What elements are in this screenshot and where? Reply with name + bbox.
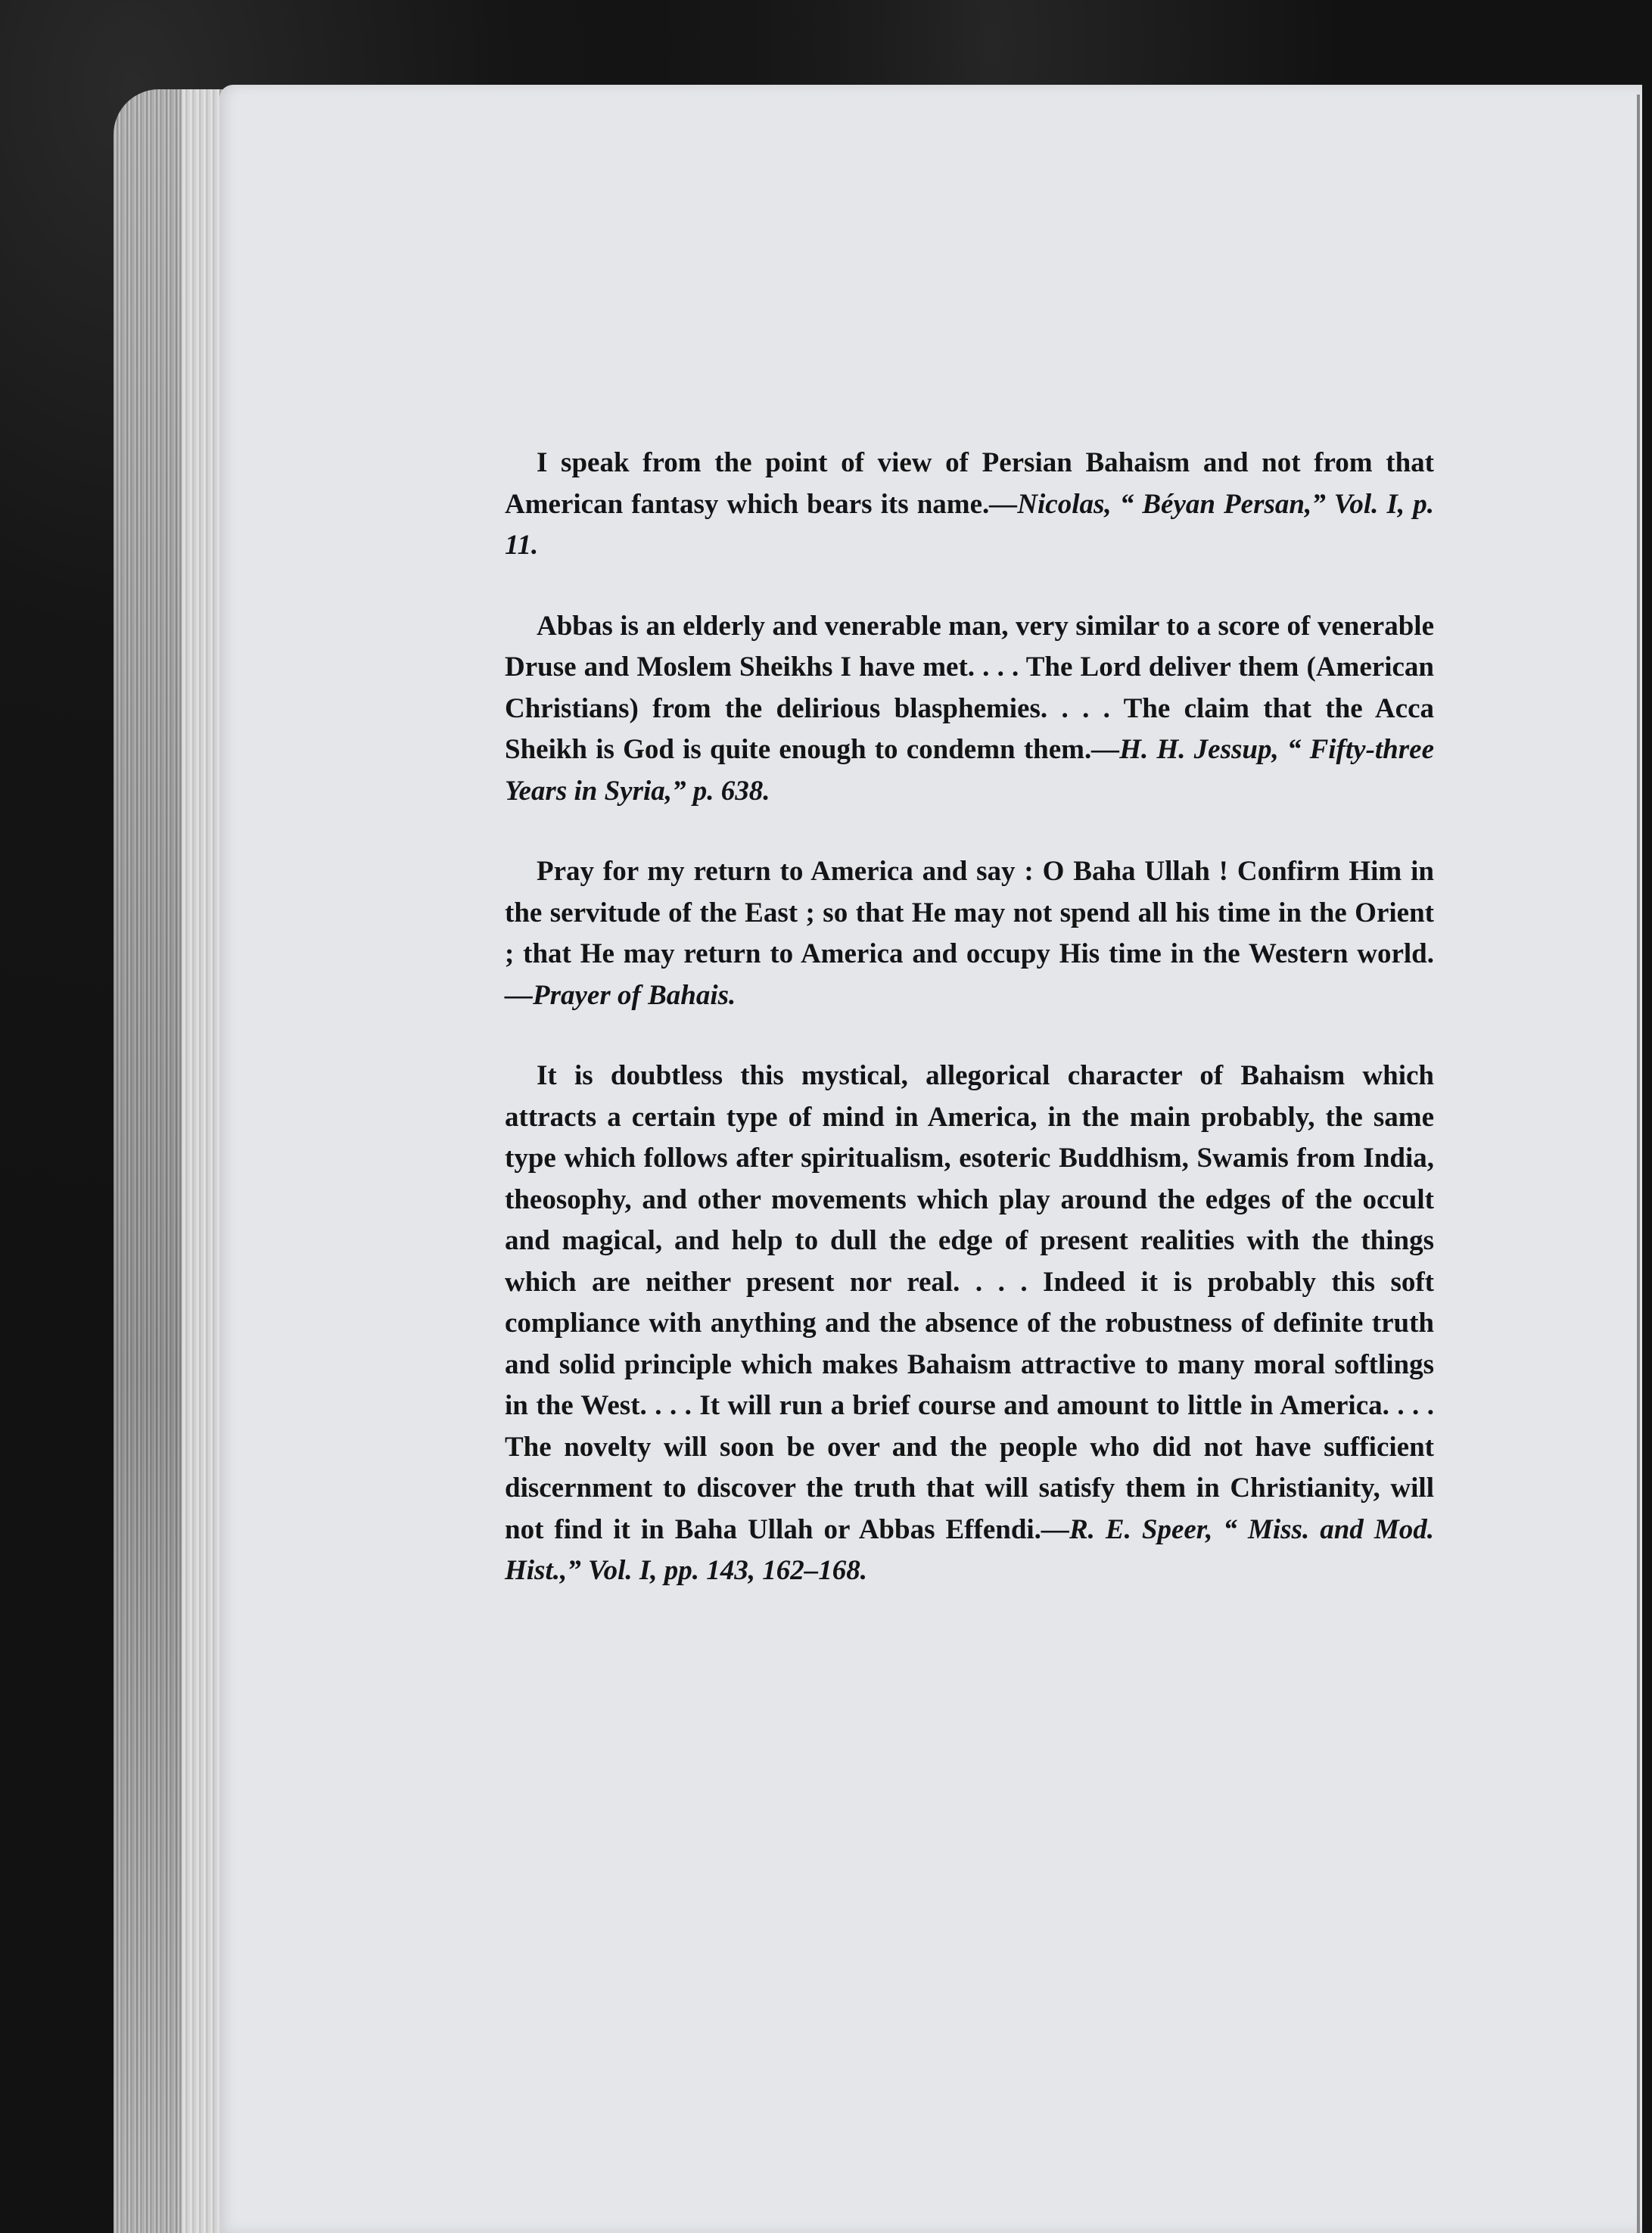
quotation-text: Abbas is an elderly and venerable man, very similar to a score of venerable Druse and Moslem Sheikhs I have met. . . . The Lord deliver them (American Christians) from the delirious blasphemies. . . . The claim that the Acca Sheikh is God is quite enough to condemn them.	[505, 610, 1434, 765]
quotation-citation: —Prayer of Bahais.	[505, 979, 736, 1011]
quotation-paragraph-3	[505, 851, 1434, 1016]
quotation-text: It is doubtless this mystical, allegorical character of Bahaism which attracts a certain type of mind in America, in the main probably, the same type which follows after spiritualism, esoteric Buddhism, Swamis from India, theosophy, and other movements which play around the edges of the occult and magical, and help to dull the edge of present realities with the things which are neither present nor real. . . . Indeed it is probably this soft compliance with anything and the absence of the robustness of definite truth and solid principle which makes Bahaism attractive to many moral softlings in the West. . . . It will run a brief course and amount to little in America. . . . The novelty will soon be over and the people who did not have sufficient discernment to discover the truth that will satisfy them in Christianity, will not find it in Baha Ullah or Abbas Effendi.	[505, 1060, 1434, 1545]
quotations-block	[505, 443, 1434, 1592]
quotation-text: Pray for my return to America and say : O Baha Ullah ! Confirm Him in the servitude of the East ; so that He may not spend all his time in the Orient ; that He may return to America and occupy His time in the Western world.	[505, 856, 1434, 969]
quotation-citation: —H. H. Jessup, “ Fifty-three Years in Syria,” p. 638.	[505, 734, 1434, 807]
page-right-edge-line	[1637, 95, 1640, 2233]
quotation-paragraph-4	[505, 1056, 1434, 1592]
book-page-edges-inner	[182, 89, 219, 2233]
quotation-paragraph-1	[505, 443, 1434, 567]
quotation-citation: —Nicolas, “ Béyan Persan,” Vol. I, p. 11.	[505, 488, 1435, 561]
quotation-citation: —R. E. Speer, “ Miss. and Mod. Hist.,” Vol. I, pp. 143, 162–168.	[505, 1513, 1434, 1586]
quotation-text: I speak from the point of view of Persian Bahaism and not from that American fantasy which bears its name.	[505, 447, 1434, 520]
quotation-paragraph-2	[505, 606, 1434, 813]
